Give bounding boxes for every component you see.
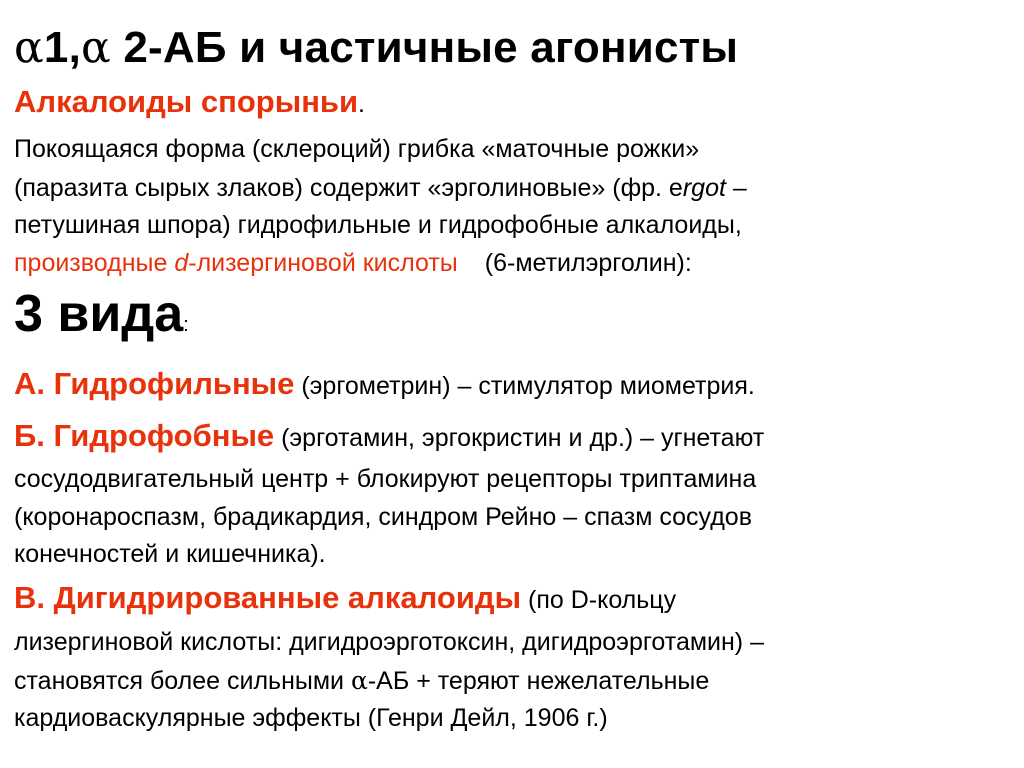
subtitle-dot: . bbox=[358, 90, 365, 118]
kinds-colon: : bbox=[183, 314, 189, 336]
kind-b bbox=[14, 418, 764, 454]
kind-c-label: В. Дигидрированные алкалоиды bbox=[14, 580, 522, 615]
intro-line-2 bbox=[14, 174, 747, 203]
kind-c-line-3-text: становятся более сильными bbox=[14, 667, 351, 695]
intro-line-3: петушиная шпора) гидрофильные и гидрофобные алкалоиды, bbox=[14, 211, 742, 239]
kind-c-line-2: лизергиновой кислоты: дигидроэрготоксин, дигидроэрготамин) – bbox=[14, 628, 764, 656]
kind-c-text: (по D-кольцу bbox=[521, 586, 677, 614]
intro-line-2-text: (паразита сырых злаков) содержит «эрголиновые» (фр. е bbox=[14, 174, 683, 202]
intro-line-4 bbox=[14, 249, 692, 278]
kind-b-line-2: сосудодвигательный центр + блокируют рецепторы триптамина bbox=[14, 465, 757, 493]
slide-title bbox=[14, 22, 738, 73]
kind-b-line-3: (коронароспазм, брадикардия, синдром Рейно – спазм сосудов bbox=[14, 503, 752, 531]
alpha-symbol: α bbox=[81, 22, 111, 73]
kind-a bbox=[14, 366, 755, 402]
kind-b-text: (эрготамин, эргокристин и др.) – угнетают bbox=[274, 424, 765, 452]
kind-a-label: А. Гидрофильные bbox=[14, 366, 295, 401]
alpha-symbol: α bbox=[14, 22, 44, 73]
intro-line-1: Покоящаяся форма (склероций) грибка «маточные рожки» bbox=[14, 135, 700, 163]
kind-c-line-3 bbox=[14, 666, 709, 696]
subtitle bbox=[14, 84, 365, 120]
methylergoline: (6-метилэрголин): bbox=[484, 249, 692, 277]
kind-a-text: (эргометрин) – стимулятор миометрия. bbox=[294, 372, 755, 400]
title-part-2: 2-АБ и частичные агонисты bbox=[110, 23, 739, 72]
kinds-heading bbox=[14, 284, 189, 344]
kind-c bbox=[14, 580, 676, 616]
alpha-symbol: α bbox=[350, 666, 368, 695]
kind-c-line-3-rest: -АБ + теряют нежелательные bbox=[367, 667, 710, 695]
derivatives-prefix: производные bbox=[14, 249, 175, 277]
kinds-heading-text: 3 вида bbox=[14, 285, 184, 343]
kind-b-label: Б. Гидрофобные bbox=[14, 418, 275, 453]
kind-b-line-4: конечностей и кишечника). bbox=[14, 540, 326, 568]
derivatives-suffix: -лизергиновой кислоты bbox=[188, 249, 458, 277]
intro-line-2-dash: – bbox=[725, 174, 747, 202]
derivatives-d: d bbox=[174, 249, 189, 277]
subtitle-text: Алкалоиды спорыньи bbox=[14, 84, 359, 119]
intro-ergot: rgot bbox=[682, 174, 726, 202]
kind-c-line-4: кардиоваскулярные эффекты (Генри Дейл, 1906 г.) bbox=[14, 704, 608, 732]
title-part-1: 1, bbox=[43, 23, 82, 72]
derivatives-text bbox=[14, 249, 458, 277]
